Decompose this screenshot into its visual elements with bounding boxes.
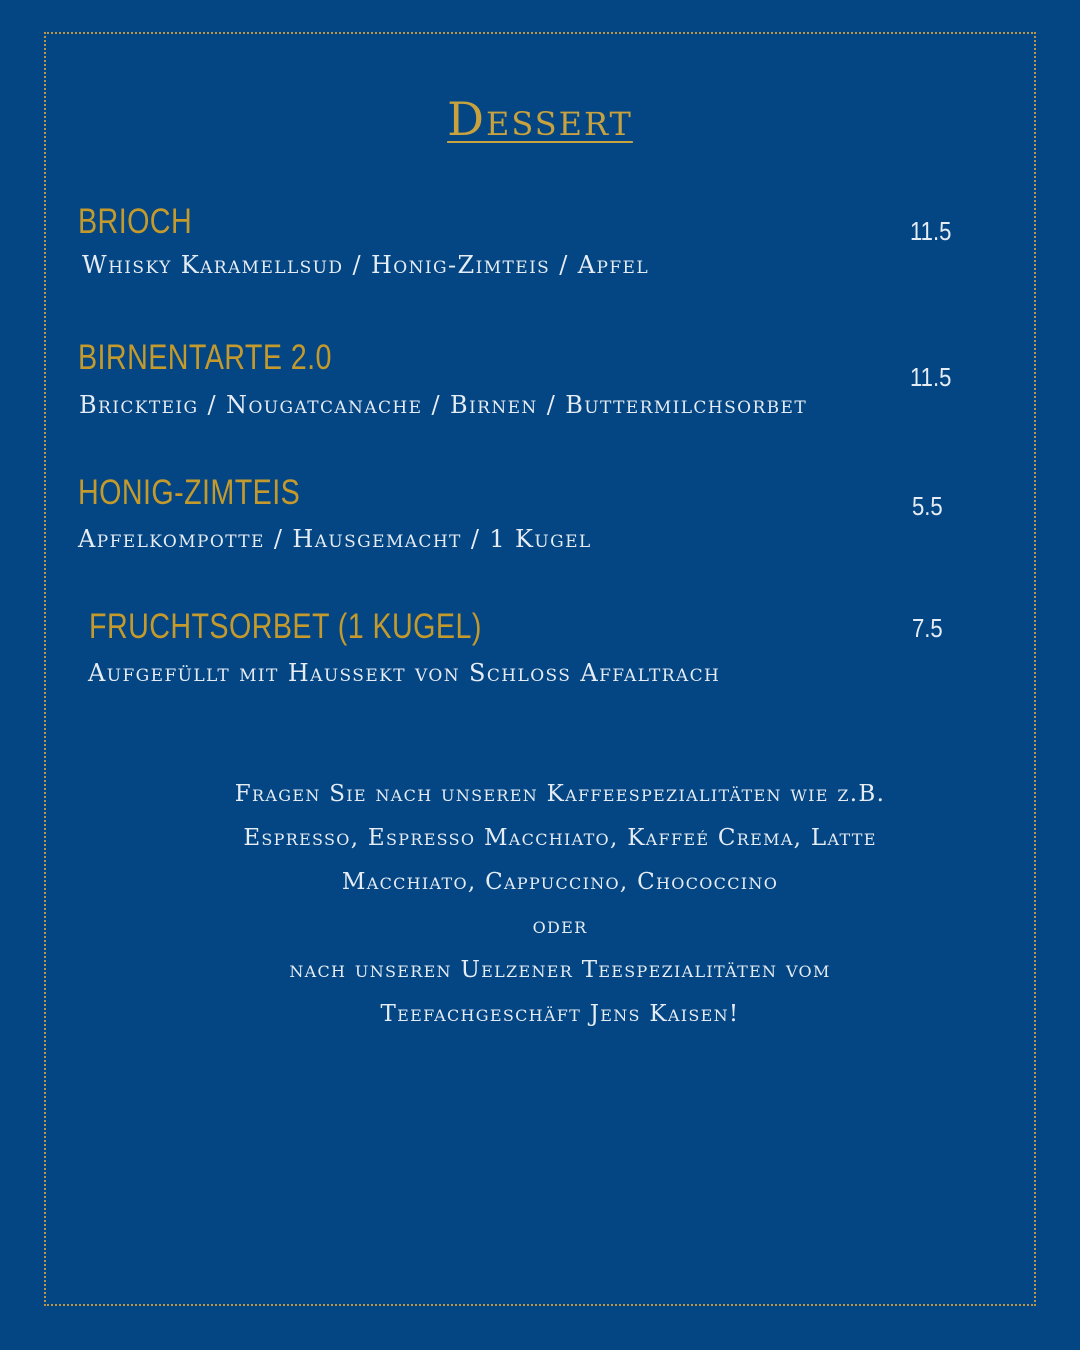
note-line: nach unseren Uelzener Teespezialitäten vom (289, 957, 831, 983)
note-line: Fragen Sie nach unseren Kaffeespezialitäten wie z.B. (234, 781, 886, 807)
menu-title: Dessert (447, 92, 633, 146)
item-price-fruchtsorbet: 7.5 (912, 613, 943, 643)
note-line: Teefachgeschäft Jens Kaisen! (380, 1001, 740, 1027)
item-description-fruchtsorbet: Aufgefüllt mit Haussekt von Schloss Affaltrach (88, 659, 721, 687)
item-description-honig-zimteis: Apfelkompotte / Hausgemacht / 1 Kugel (78, 525, 592, 553)
item-name-brioch: BRIOCH (78, 202, 193, 241)
note-line: oder (532, 913, 588, 939)
item-description-brioch: Whisky Karamellsud / Honig-Zimteis / Apfel (82, 251, 650, 279)
item-price-brioch: 11.5 (910, 216, 952, 246)
item-description-birnentarte: Brickteig / Nougatcanache / Birnen / Buttermilchsorbet (79, 391, 808, 419)
item-name-honig-zimteis: HONIG-ZIMTEIS (78, 473, 301, 512)
beverage-note (160, 772, 960, 1036)
item-name-birnentarte: BIRNENTARTE 2.0 (78, 338, 332, 377)
note-line: Espresso, Espresso Macchiato, Kaffeé Crema, Latte (243, 825, 877, 851)
item-price-honig-zimteis: 5.5 (912, 491, 943, 521)
item-name-fruchtsorbet: FRUCHTSORBET (1 KUGEL) (89, 607, 482, 646)
item-price-birnentarte: 11.5 (910, 362, 952, 392)
note-line: Macchiato, Cappuccino, Chococcino (341, 869, 779, 895)
